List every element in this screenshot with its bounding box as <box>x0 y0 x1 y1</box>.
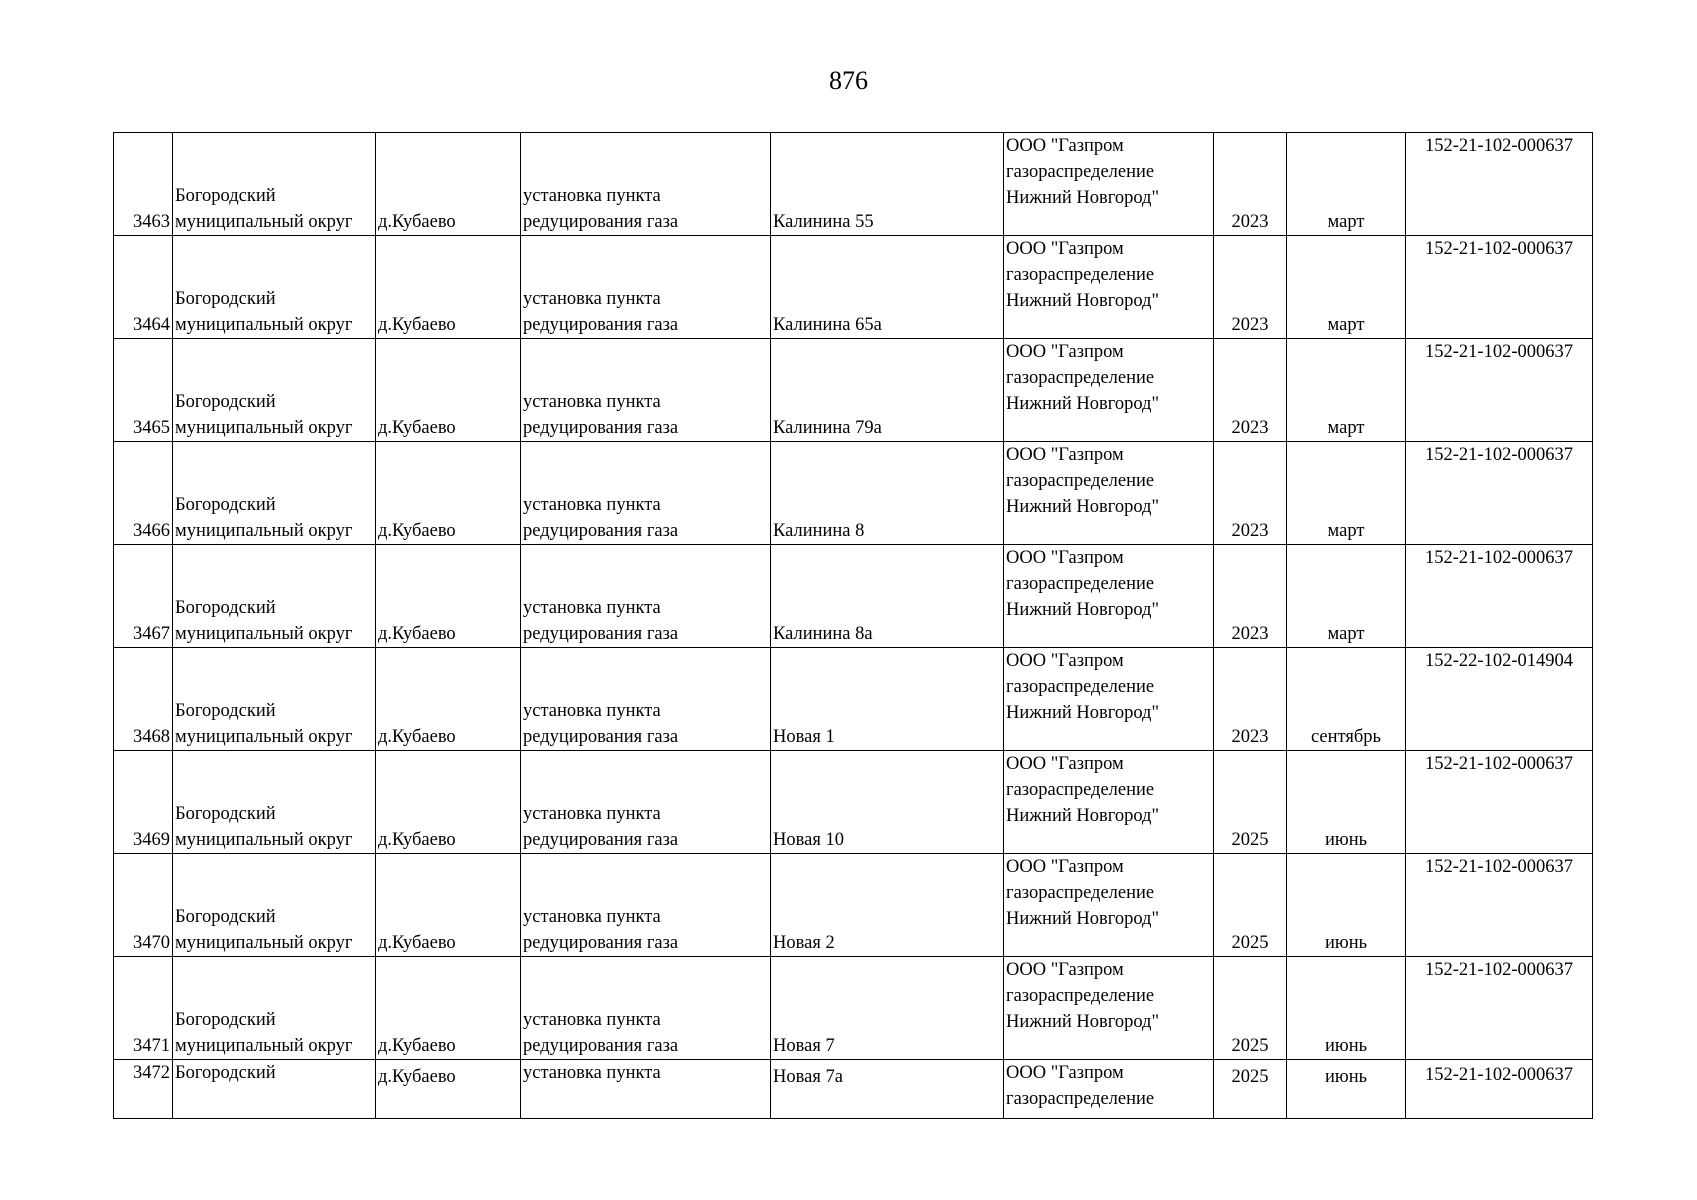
work-type-cell-line: редуцирования газа <box>523 624 679 644</box>
table-row <box>114 1060 1593 1119</box>
district-cell-line: Богородский <box>175 804 276 824</box>
registry-code-cell: 152-21-102-000637 <box>1406 236 1593 339</box>
month-cell: июнь <box>1287 1060 1406 1119</box>
organization-cell-line: Нижний Новгород" <box>1006 188 1160 208</box>
work-type-cell-line: установка пункта <box>523 701 661 721</box>
settlement-cell: д.Кубаево <box>376 442 521 545</box>
district-cell-line: Богородский <box>175 186 276 206</box>
registry-code-cell: 152-21-102-000637 <box>1406 133 1593 236</box>
district-cell-line: муниципальный округ <box>175 1036 353 1056</box>
row-number: 3469 <box>114 751 173 854</box>
district-cell-line: муниципальный округ <box>175 727 353 747</box>
month-cell: март <box>1287 339 1406 442</box>
district-cell <box>173 1060 376 1119</box>
work-type-cell-line: установка пункта <box>523 907 661 927</box>
district-cell <box>173 236 376 339</box>
district-cell-line: Богородский <box>175 289 276 309</box>
organization-cell-line: газораспределение <box>1006 780 1155 800</box>
organization-cell-line: ООО "Газпром <box>1006 445 1124 465</box>
registry-code-cell: 152-21-102-000637 <box>1406 442 1593 545</box>
district-cell <box>173 751 376 854</box>
month-cell: март <box>1287 545 1406 648</box>
organization-cell-line: ООО "Газпром <box>1006 1063 1124 1083</box>
district-cell-line: муниципальный округ <box>175 315 353 335</box>
organization-cell-line: газораспределение <box>1006 883 1155 903</box>
work-type-cell-line: редуцирования газа <box>523 212 679 232</box>
address-cell: Новая 7 <box>771 957 1004 1060</box>
row-number: 3464 <box>114 236 173 339</box>
work-type-cell-line: редуцирования газа <box>523 521 679 541</box>
organization-cell-line: газораспределение <box>1006 574 1155 594</box>
table-row <box>114 545 1593 648</box>
work-type-cell-line: редуцирования газа <box>523 1036 679 1056</box>
registry-code-cell: 152-21-102-000637 <box>1406 751 1593 854</box>
organization-cell-line: Нижний Новгород" <box>1006 497 1160 517</box>
organization-cell <box>1004 545 1214 648</box>
organization-cell <box>1004 442 1214 545</box>
work-type-cell <box>521 442 771 545</box>
organization-cell-line: ООО "Газпром <box>1006 136 1124 156</box>
work-type-cell-line: установка пункта <box>523 598 661 618</box>
address-cell: Новая 7а <box>771 1060 1004 1119</box>
organization-cell-line: Нижний Новгород" <box>1006 806 1160 826</box>
year-cell: 2025 <box>1214 1060 1287 1119</box>
work-type-cell-line: редуцирования газа <box>523 830 679 850</box>
registry-code-cell: 152-21-102-000637 <box>1406 957 1593 1060</box>
district-cell-line: Богородский <box>175 1063 276 1083</box>
work-type-cell <box>521 236 771 339</box>
organization-cell-line: ООО "Газпром <box>1006 548 1124 568</box>
row-number: 3465 <box>114 339 173 442</box>
row-number: 3466 <box>114 442 173 545</box>
registry-code-cell: 152-21-102-000637 <box>1406 339 1593 442</box>
district-cell-line: Богородский <box>175 598 276 618</box>
district-cell-line: Богородский <box>175 701 276 721</box>
district-cell <box>173 545 376 648</box>
settlement-cell: д.Кубаево <box>376 1060 521 1119</box>
month-cell: июнь <box>1287 751 1406 854</box>
work-type-cell-line: редуцирования газа <box>523 418 679 438</box>
address-cell: Калинина 55 <box>771 133 1004 236</box>
district-cell-line: Богородский <box>175 1010 276 1030</box>
district-cell-line: муниципальный округ <box>175 624 353 644</box>
row-number: 3471 <box>114 957 173 1060</box>
district-cell-line: муниципальный округ <box>175 418 353 438</box>
organization-cell-line: ООО "Газпром <box>1006 857 1124 877</box>
organization-cell <box>1004 339 1214 442</box>
table-row <box>114 133 1593 236</box>
year-cell: 2023 <box>1214 133 1287 236</box>
district-cell <box>173 957 376 1060</box>
organization-cell <box>1004 854 1214 957</box>
row-number: 3463 <box>114 133 173 236</box>
table-row <box>114 957 1593 1060</box>
district-cell-line: муниципальный округ <box>175 830 353 850</box>
organization-cell-line: газораспределение <box>1006 265 1155 285</box>
year-cell: 2023 <box>1214 545 1287 648</box>
work-type-cell <box>521 339 771 442</box>
organization-cell-line: Нижний Новгород" <box>1006 909 1160 929</box>
district-cell-line: муниципальный округ <box>175 933 353 953</box>
district-cell-line: Богородский <box>175 907 276 927</box>
district-cell <box>173 133 376 236</box>
address-cell: Калинина 65а <box>771 236 1004 339</box>
month-cell: март <box>1287 133 1406 236</box>
work-type-cell <box>521 133 771 236</box>
settlement-cell: д.Кубаево <box>376 545 521 648</box>
year-cell: 2025 <box>1214 957 1287 1060</box>
organization-cell-line: ООО "Газпром <box>1006 239 1124 259</box>
organization-cell-line: газораспределение <box>1006 1089 1155 1109</box>
organization-cell-line: Нижний Новгород" <box>1006 1012 1160 1032</box>
organization-cell-line: газораспределение <box>1006 677 1155 697</box>
work-type-cell-line: установка пункта <box>523 392 661 412</box>
district-cell-line: Богородский <box>175 495 276 515</box>
organization-cell-line: газораспределение <box>1006 986 1155 1006</box>
organization-cell-line: Нижний Новгород" <box>1006 394 1160 414</box>
settlement-cell: д.Кубаево <box>376 133 521 236</box>
month-cell: июнь <box>1287 854 1406 957</box>
organization-cell-line: ООО "Газпром <box>1006 754 1124 774</box>
work-type-cell-line: установка пункта <box>523 804 661 824</box>
work-type-cell-line: установка пункта <box>523 289 661 309</box>
organization-cell-line: газораспределение <box>1006 471 1155 491</box>
register-table <box>113 132 1593 1119</box>
work-type-cell <box>521 751 771 854</box>
organization-cell-line: газораспределение <box>1006 162 1155 182</box>
address-cell: Новая 10 <box>771 751 1004 854</box>
row-number: 3470 <box>114 854 173 957</box>
table-body <box>114 133 1593 1119</box>
district-cell <box>173 339 376 442</box>
work-type-cell <box>521 854 771 957</box>
table-row <box>114 442 1593 545</box>
registry-code-cell: 152-21-102-000637 <box>1406 1060 1593 1119</box>
year-cell: 2025 <box>1214 751 1287 854</box>
organization-cell-line: Нижний Новгород" <box>1006 703 1160 723</box>
work-type-cell-line: редуцирования газа <box>523 315 679 335</box>
year-cell: 2025 <box>1214 854 1287 957</box>
settlement-cell: д.Кубаево <box>376 339 521 442</box>
month-cell: июнь <box>1287 957 1406 1060</box>
settlement-cell: д.Кубаево <box>376 854 521 957</box>
address-cell: Калинина 8а <box>771 545 1004 648</box>
district-cell <box>173 442 376 545</box>
address-cell: Новая 1 <box>771 648 1004 751</box>
work-type-cell-line: редуцирования газа <box>523 933 679 953</box>
organization-cell <box>1004 1060 1214 1119</box>
row-number: 3468 <box>114 648 173 751</box>
settlement-cell: д.Кубаево <box>376 648 521 751</box>
table-row <box>114 648 1593 751</box>
organization-cell <box>1004 751 1214 854</box>
district-cell-line: Богородский <box>175 392 276 412</box>
month-cell: сентябрь <box>1287 648 1406 751</box>
district-cell-line: муниципальный округ <box>175 212 353 232</box>
month-cell: март <box>1287 442 1406 545</box>
organization-cell <box>1004 957 1214 1060</box>
row-number: 3472 <box>114 1060 173 1119</box>
year-cell: 2023 <box>1214 442 1287 545</box>
organization-cell-line: ООО "Газпром <box>1006 960 1124 980</box>
work-type-cell-line: установка пункта <box>523 186 661 206</box>
work-type-cell <box>521 957 771 1060</box>
registry-code-cell: 152-22-102-014904 <box>1406 648 1593 751</box>
registry-code-cell: 152-21-102-000637 <box>1406 545 1593 648</box>
address-cell: Калинина 8 <box>771 442 1004 545</box>
work-type-cell <box>521 1060 771 1119</box>
address-cell: Новая 2 <box>771 854 1004 957</box>
organization-cell-line: газораспределение <box>1006 368 1155 388</box>
year-cell: 2023 <box>1214 236 1287 339</box>
year-cell: 2023 <box>1214 648 1287 751</box>
year-cell: 2023 <box>1214 339 1287 442</box>
district-cell <box>173 854 376 957</box>
settlement-cell: д.Кубаево <box>376 957 521 1060</box>
address-cell: Калинина 79а <box>771 339 1004 442</box>
work-type-cell-line: редуцирования газа <box>523 727 679 747</box>
organization-cell-line: ООО "Газпром <box>1006 651 1124 671</box>
page-number: 876 <box>829 66 868 95</box>
registry-code-cell: 152-21-102-000637 <box>1406 854 1593 957</box>
table-row <box>114 236 1593 339</box>
work-type-cell <box>521 648 771 751</box>
organization-cell <box>1004 133 1214 236</box>
district-cell <box>173 648 376 751</box>
organization-cell <box>1004 648 1214 751</box>
work-type-cell-line: установка пункта <box>523 1063 661 1083</box>
table-row <box>114 339 1593 442</box>
month-cell: март <box>1287 236 1406 339</box>
table-row <box>114 854 1593 957</box>
work-type-cell-line: установка пункта <box>523 1010 661 1030</box>
organization-cell-line: Нижний Новгород" <box>1006 291 1160 311</box>
table-row <box>114 751 1593 854</box>
settlement-cell: д.Кубаево <box>376 751 521 854</box>
work-type-cell <box>521 545 771 648</box>
organization-cell-line: Нижний Новгород" <box>1006 600 1160 620</box>
row-number: 3467 <box>114 545 173 648</box>
organization-cell-line: ООО "Газпром <box>1006 342 1124 362</box>
work-type-cell-line: установка пункта <box>523 495 661 515</box>
district-cell-line: муниципальный округ <box>175 521 353 541</box>
settlement-cell: д.Кубаево <box>376 236 521 339</box>
organization-cell <box>1004 236 1214 339</box>
